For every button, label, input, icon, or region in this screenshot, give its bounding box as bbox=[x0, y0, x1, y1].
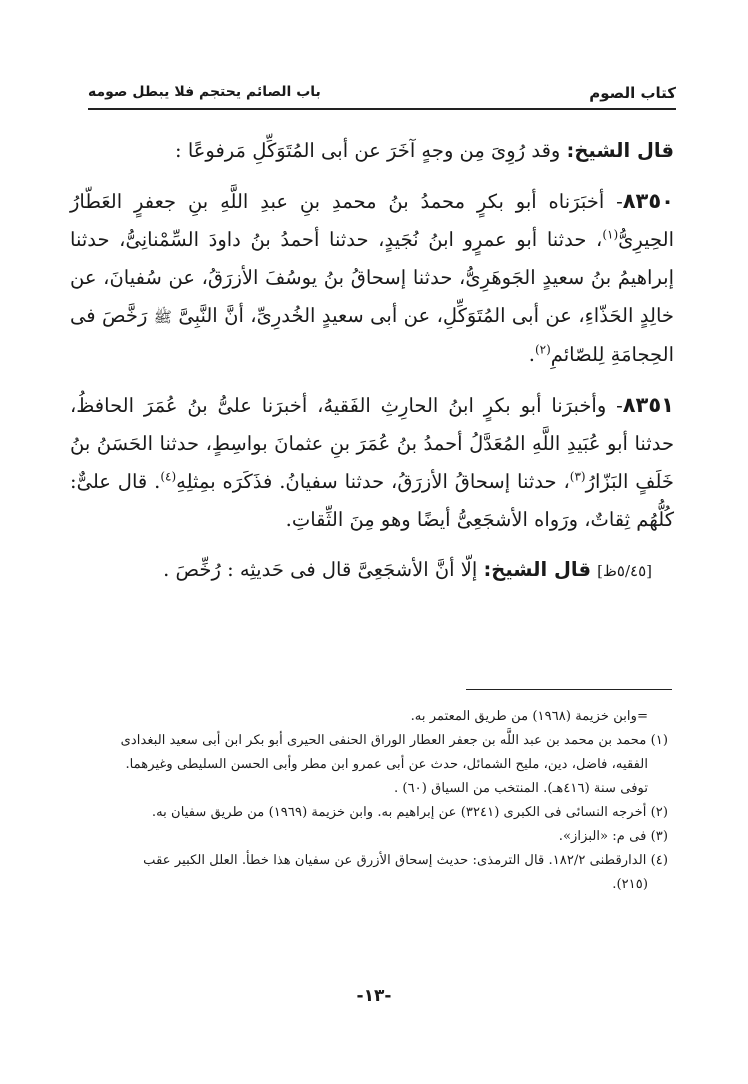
footnote-1-line-2: الفقيه، فاضل، دين، مليح الشمائل، حدث عن أبى عمرو ابن مطر وأبى الحسن السليطى وغيرهما. bbox=[125, 757, 648, 772]
hadith-text: ، حدثنا أبو عمرٍو ابنُ نُجَيدٍ، حدثنا أحمدُ بنُ داودَ السِّمْنانِىُّ، حدثنا إبراهيمُ بنُ سعيدٍ الجَوهَرِىُّ، حدثنا إسحاقُ بنُ يوسُفَ الأزرَقُ، عن سُفيانَ، عن خالِدٍ الحَذّاءِ، عن أبى المُتَوَكِّلِ، عن أبى سعيدٍ الخُدرِىِّ، أنَّ النَّبِىَّ bbox=[70, 228, 674, 327]
footnote-ref: (٤) bbox=[160, 469, 177, 484]
chapter-title: باب الصائم يحتجم فلا يبطل صومه bbox=[88, 84, 321, 100]
footnote-text: أخرجه النسائى فى الكبرى (٣٢٤١) عن إبراهيم به. وابن خزيمة (١٩٦٩) من طريق سفيان به. bbox=[151, 805, 647, 820]
footnote-3 bbox=[80, 825, 668, 849]
running-header bbox=[88, 80, 676, 110]
hadith-text: . bbox=[528, 343, 535, 366]
hadith-number: ٨٣٥٠ bbox=[622, 189, 674, 213]
shaykh-label: قال الشيخ: bbox=[566, 139, 674, 162]
footnote-text: فى م: «البزاز». bbox=[558, 829, 647, 844]
footnote-text: الدارقطنى ١٨٢/٢. قال الترمذى: حديث إسحاق الأزرق عن سفيان هذا خطأ. العلل الكبير عقب bbox=[143, 853, 647, 868]
footnote-ref: (١) bbox=[602, 227, 619, 242]
hadith-text: ، حدثنا إسحاقُ الأزرَقُ، حدثنا سفيانُ. فذَكَرَه بمِثلِهِ bbox=[176, 470, 570, 493]
footnote-text: محمد بن محمد بن عبد اللَّه بن جعفر العطار الوراق الحنفى الحيرى أبو بكر ابن أبى سعيد البغدادى bbox=[120, 733, 647, 748]
hadith-text: - أخبَرَناه أبو بكرٍ محمدُ بنُ محمدِ بنِ عبدِ اللَّهِ بنِ جعفرٍ العَطّارُ الحِيرِىُّ bbox=[70, 190, 674, 251]
hadith-text: . قال علىٌّ: كُلُّهُم ثِقاتٌ، ورَواه الأشجَعِىُّ أيضًا وهو مِنَ الثِّقاتِ. bbox=[70, 470, 674, 531]
footnote-number: (٢) bbox=[650, 805, 668, 820]
footnote-number: (٤) bbox=[650, 853, 668, 868]
hadith-8351 bbox=[70, 386, 674, 539]
hadith-8350 bbox=[70, 182, 674, 374]
main-text bbox=[70, 132, 674, 602]
footnote-4 bbox=[80, 849, 668, 873]
hadith-text: رَخَّصَ فى الحِجامَةِ لِلصّائمِ bbox=[70, 304, 674, 366]
footnote-1 bbox=[80, 729, 668, 753]
shaykh-label: قال الشيخ: bbox=[483, 558, 591, 581]
paragraph-shaykh-note bbox=[70, 551, 674, 590]
footnote-4-line-2: (٢١٥). bbox=[612, 877, 648, 892]
footnote-ref: (٢) bbox=[534, 342, 551, 357]
folio-marker: [٥/٤٥ظ] bbox=[597, 562, 652, 580]
hadith-number: ٨٣٥١ bbox=[622, 393, 674, 417]
book-title: كتاب الصوم bbox=[589, 84, 676, 102]
footnote-2 bbox=[80, 801, 668, 825]
paragraph-text: وقد رُوِىَ مِن وجهٍ آخَرَ عن أبى المُتَوَكِّلِ مَرفوعًا : bbox=[175, 139, 561, 162]
footnote-ref: (٣) bbox=[569, 469, 586, 484]
paragraph-shaykh-intro bbox=[70, 132, 674, 170]
paragraph-text: إلّا أنَّ الأشجَعِىَّ قال فى حَديثِه : رُخِّصَ . bbox=[163, 558, 478, 581]
footnote-number: (٣) bbox=[650, 829, 668, 844]
footnotes bbox=[80, 705, 668, 897]
footnote-continuation: =وابن خزيمة (١٩٦٨) من طريق المعتمر به. bbox=[410, 709, 648, 724]
hadith-text: - وأخبرَنا أبو بكرٍ ابنُ الحارِثِ الفَقيهُ، أخبرَنا علىُّ بنُ عُمَرَ الحافظُ، حدثنا أبو عُبَيدِ اللَّهِ المُعَدَّلُ أحمدُ بنُ عُمَرَ بنِ عثمانَ بواسِطٍ، حدثنا الحَسَنُ بنُ خَلَفٍ البَزّارُ bbox=[70, 394, 674, 493]
footnote-divider bbox=[466, 689, 672, 690]
page-number: -١٣- bbox=[356, 986, 392, 1006]
footnote-1-line-3: توفى سنة (٤١٦هـ). المنتخب من السياق (٦٠) . bbox=[394, 781, 648, 796]
footnote-number: (١) bbox=[650, 733, 668, 748]
salutation-glyph: ﷺ bbox=[153, 308, 172, 326]
